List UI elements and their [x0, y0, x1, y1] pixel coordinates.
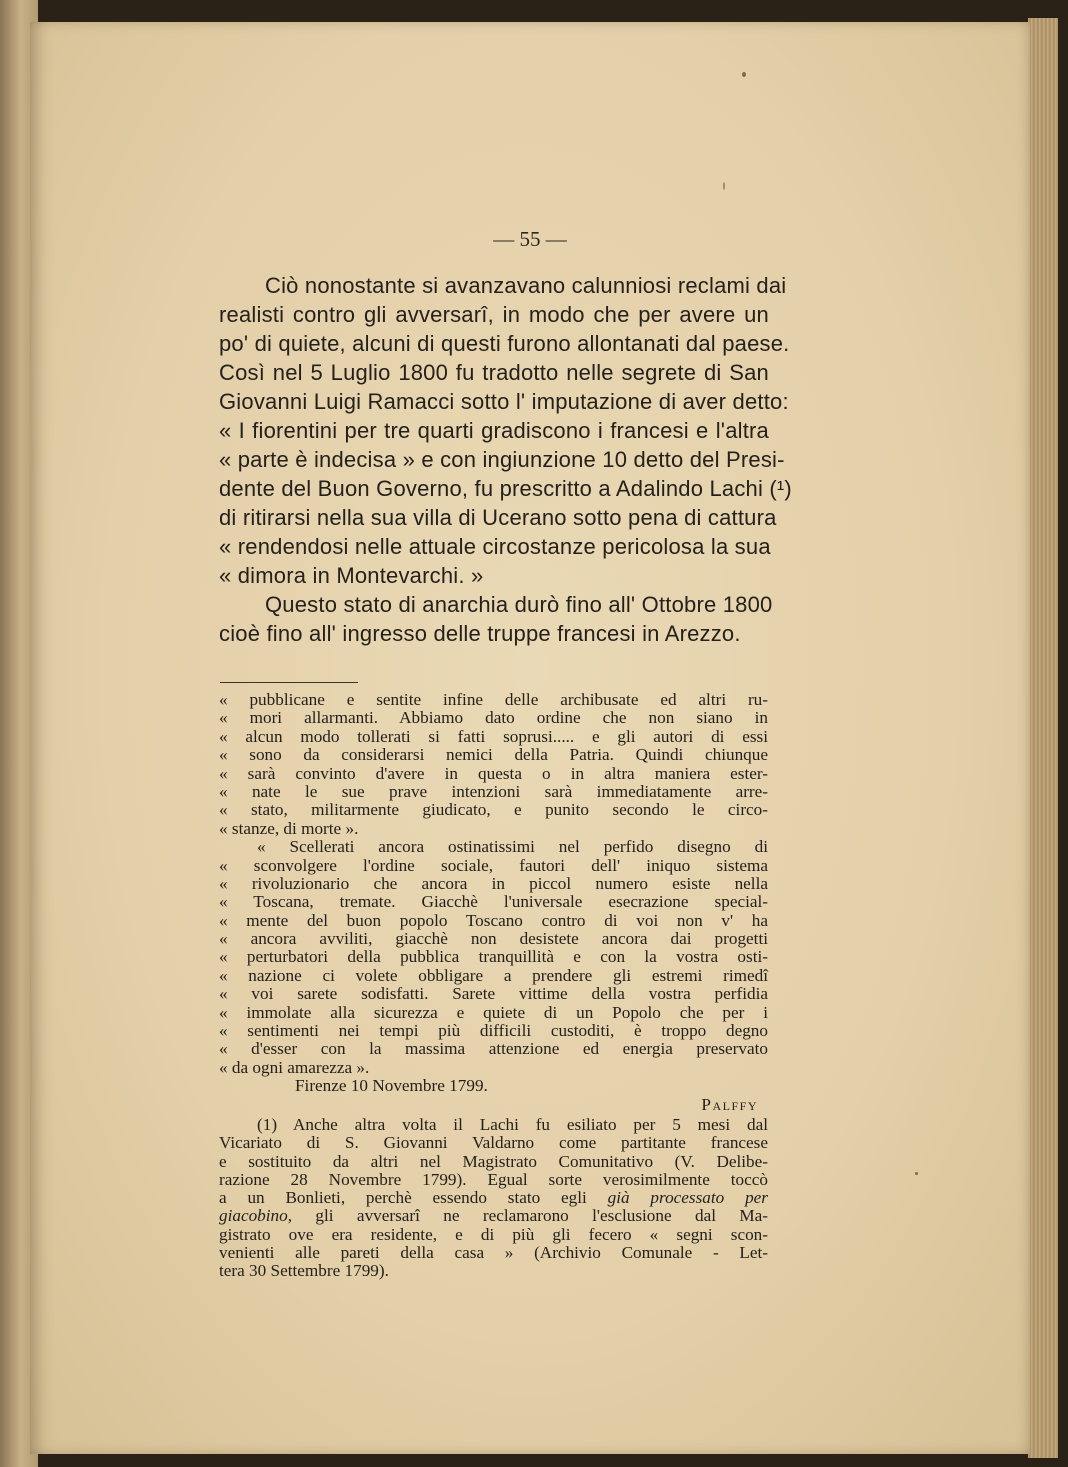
text-line: « parte è indecisa » e con ingiunzione 10 detto del Presi- [219, 447, 785, 472]
footnote-line: « nate le sue prave intenzioni sarà immediatamente arre- [219, 781, 768, 801]
footnote-line: « stanze, di morte ». [219, 818, 359, 838]
note-line: tera 30 Settembre 1799). [219, 1261, 389, 1281]
note-line: gistrato ove era residente, e di più gli fecero « segni scon- [219, 1224, 768, 1244]
footnote-line: « rivoluzionario che ancora in piccol numero esiste nella [219, 873, 768, 893]
text-line: « I fiorentini per tre quarti gradiscono i francesi e l'altra [219, 418, 769, 443]
footnote-line: « stato, militarmente giudicato, e punito secondo le circo- [219, 800, 768, 820]
text-line: realisti contro gli avversarî, in modo che per avere un [219, 302, 769, 327]
footnote-line: « ancora avviliti, giacchè non desistete ancora dai progetti [219, 929, 768, 949]
text-line: « rendendosi nelle attuale circostanze pericolosa la sua [219, 534, 771, 559]
footnote-line: « alcun modo tollerati si fatti soprusi..... e gli autori di essi [219, 726, 768, 746]
text-line: cioè fino all' ingresso delle truppe francesi in Arezzo. [219, 621, 741, 646]
note-italic-text: già processato per [607, 1188, 768, 1208]
footnote-line: « perturbatori della pubblica tranquillità e con la vostra osti- [219, 947, 768, 967]
footnote-line: « sentimenti nei tempi più difficili custoditi, è troppo degno [219, 1021, 768, 1041]
footnote-quote [219, 691, 768, 1114]
footnote-1 [219, 1116, 768, 1281]
footnote-line: « d'esser con la massima attenzione ed energia preservato [219, 1039, 768, 1059]
note-line: (1) Anche altra volta il Lachi fu esiliato per 5 mesi dal [257, 1115, 768, 1134]
footnote-line: « nazione ci volete obbligare a prendere gli estremi rimedî [219, 965, 768, 985]
footnote-line: « da ogni amarezza ». [219, 1057, 370, 1077]
text-line: Questo stato di anarchia durò fino all' Ottobre 1800 [265, 592, 773, 617]
footnote-line: « Toscana, tremate. Giacchè l'universale esecrazione special- [219, 892, 768, 912]
right-page-edge [1028, 18, 1058, 1458]
footnote-line: « sconvolgere l'ordine sociale, fautori dell' iniquo sistema [219, 855, 768, 875]
footnote-line: « mori allarmanti. Abbiamo dato ordine che non siano in [219, 708, 768, 728]
footnote-line: « pubblicane e sentite infine delle archibusate ed altri ru- [219, 690, 768, 709]
note-line [219, 1207, 768, 1225]
note-line: Vicariato di S. Giovanni Valdarno come partitante francese [219, 1133, 768, 1153]
text-line: dente del Buon Governo, fu prescritto a Adalindo Lachi (¹) [219, 476, 792, 501]
text-line: po' di quiete, alcuni di questi furono allontanati dal paese. [219, 331, 790, 356]
note-text: , gli avversarî ne reclamarono l'esclusione dal Ma- [287, 1206, 768, 1226]
text-line: Ciò nonostante si avanzavano calunniosi reclami dai [265, 273, 787, 298]
book-page [30, 22, 1030, 1454]
text-line: Così nel 5 Luglio 1800 fu tradotto nelle segrete di San [219, 360, 769, 385]
note-italic-text: giacobino [219, 1206, 288, 1226]
footnote-line: « sono da considerarsi nemici della Patria. Quindi chiunque [219, 745, 768, 765]
note-line: venienti alle pareti della casa » (Archivio Comunale - Let- [219, 1243, 768, 1263]
footnote-line: « sarà convinto d'avere in questa o in altra maniera ester- [219, 763, 768, 783]
text-line: di ritirarsi nella sua villa di Ucerano sotto pena di cattura [219, 505, 777, 530]
footnote-date: Firenze 10 Novembre 1799. [295, 1076, 488, 1096]
note-line: razione 28 Novembre 1799). Egual sorte verosimilmente toccò [219, 1169, 768, 1189]
footnote-line: « mente del buon popolo Toscano contro di voi non v' ha [219, 910, 768, 930]
note-text: a un Bonlieti, perchè essendo stato egli [219, 1188, 608, 1208]
text-line: Giovanni Luigi Ramacci sotto l' imputazione di aver detto: [219, 389, 789, 414]
note-line: e sostituito da altri nel Magistrato Comunitativo (V. Delibe- [219, 1151, 768, 1171]
page-number: — 55 — [493, 227, 567, 251]
footnote-signature: Palffy [701, 1094, 758, 1114]
footnote-line: « immolate alla sicurezza e quiete di un Popolo che per i [219, 1002, 768, 1022]
footnote-line: « Scellerati ancora ostinatissimi nel perfido disegno di [257, 837, 768, 857]
main-text [219, 271, 792, 648]
text-line: « dimora in Montevarchi. » [219, 563, 484, 588]
footnote-line: « voi sarete sodisfatti. Sarete vittime della vostra perfidia [219, 984, 768, 1004]
note-line [219, 1189, 768, 1207]
footnote-rule [220, 682, 358, 683]
